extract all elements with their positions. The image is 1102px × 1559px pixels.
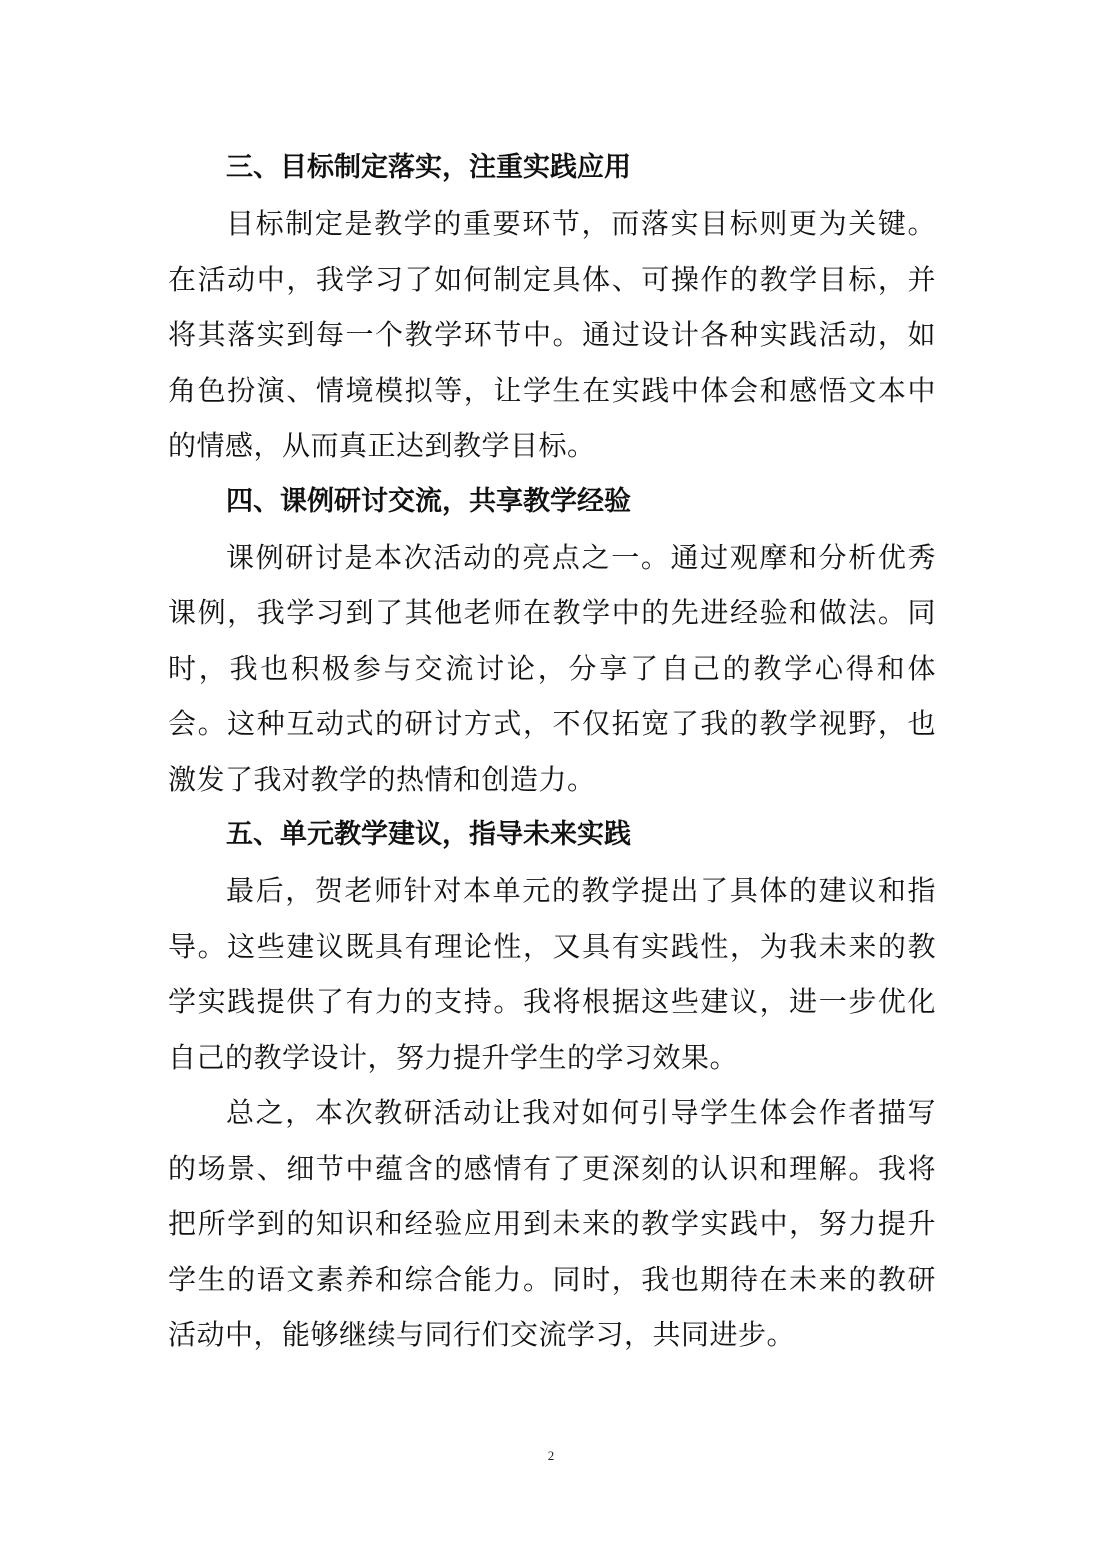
section-three-paragraph: 目标制定是教学的重要环节，而落实目标则更为关键。在活动中，我学习了如何制定具体、可操作的教学目标，并将其落实到每一个教学环节中。通过设计各种实践活动，如角色扮演、情境模拟等，让学生在实践中体会和感悟文本中的情感，从而真正达到教学目标。 (168, 207, 936, 462)
section-four (168, 474, 936, 808)
section-three-heading: 三、目标制定落实，注重实践应用 (226, 152, 631, 183)
section-four-paragraph: 课例研讨是本次活动的亮点之一。通过观摩和分析优秀课例，我学习到了其他老师在教学中的先进经验和做法。同时，我也积极参与交流讨论，分享了自己的教学心得和体会。这种互动式的研讨方式，不仅拓宽了我的教学视野，也激发了我对教学的热情和创造力。 (168, 540, 936, 796)
section-three (168, 140, 936, 474)
section-five (168, 807, 936, 1085)
section-four-heading: 四、课例研讨交流，共享教学经验 (226, 485, 631, 517)
page-number: 2 (547, 1448, 555, 1463)
section-five-paragraph: 最后，贺老师针对本单元的教学提出了具体的建议和指导。这些建议既具有理论性，又具有实践性，为我未来的教学实践提供了有力的支持。我将根据这些建议，进一步优化自己的教学设计，努力提升学生的学习效果。 (168, 874, 936, 1074)
section-five-heading: 五、单元教学建议，指导未来实践 (226, 819, 631, 850)
conclusion-section (168, 1085, 936, 1363)
conclusion-paragraph: 总之，本次教研活动让我对如何引导学生体会作者描写的场景、细节中蕴含的感情有了更深刻的认识和理解。我将把所学到的知识和经验应用到未来的教学实践中，努力提升学生的语文素养和综合能力。同时，我也期待在未来的教研活动中，能够继续与同行们交流学习，共同进步。 (168, 1096, 936, 1351)
document-body (168, 140, 936, 1363)
